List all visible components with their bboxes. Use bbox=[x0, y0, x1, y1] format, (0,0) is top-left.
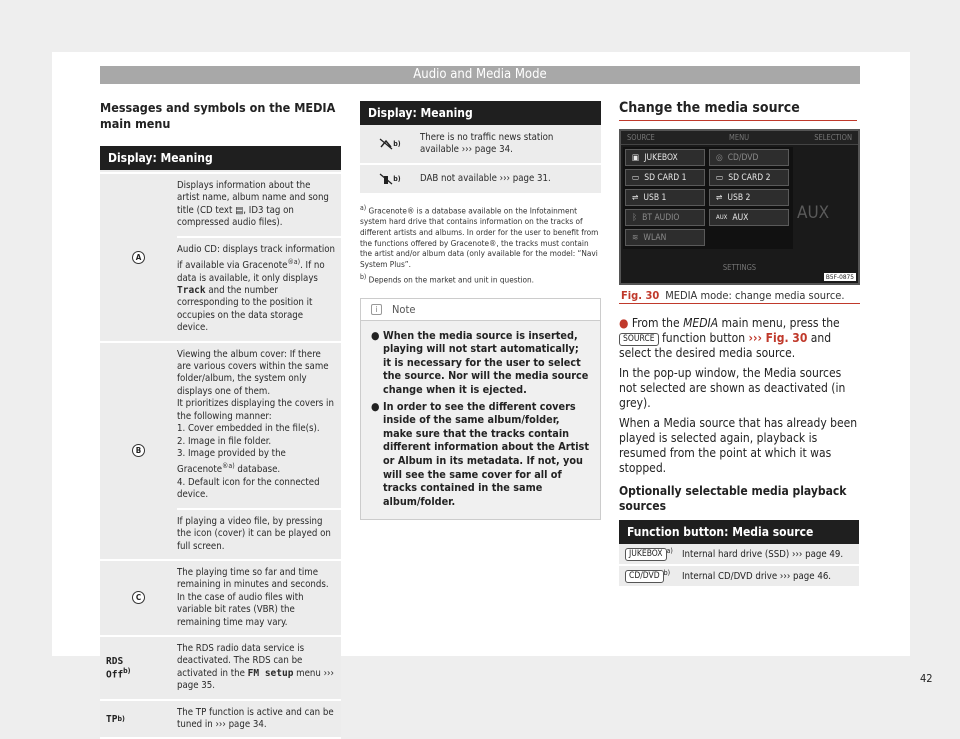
settings-label[interactable]: SETTINGS bbox=[722, 263, 757, 272]
tab-source: SOURCE bbox=[627, 133, 655, 142]
info-icon: i bbox=[371, 304, 382, 315]
sd-card-icon: ▭ bbox=[632, 172, 640, 183]
tab-selection: SELECTION bbox=[814, 133, 852, 142]
row-dab-text: DAB not available ››› page 31. bbox=[420, 173, 551, 184]
page-number: 42 bbox=[920, 672, 933, 685]
sources-table bbox=[619, 520, 859, 588]
section-title: Messages and symbols on the MEDIA main menu bbox=[100, 100, 336, 131]
table-row-rds: RDS Off$^{b)}$ The RDS radio data service is deactivated. The RDS can be activated in the FM setup menu ››› page 35. bbox=[100, 637, 341, 701]
right-column bbox=[619, 100, 859, 121]
instruction-text bbox=[619, 316, 859, 514]
marker-a: A bbox=[132, 251, 145, 264]
para-2: In the pop-up window, the Media sources not selected are shown as deactivated (in grey). bbox=[619, 366, 846, 410]
source-usb1-button[interactable]: ⇌ USB 1 bbox=[625, 189, 705, 206]
jukebox-icon: ▣ bbox=[632, 152, 640, 163]
note-bullet-2: ● In order to see the different covers inside of the same album/folder, make sure that the tracks contain different information about the Artist or Album in its metadata. If not, you will see the same cover for all of tracks contained in the same album/folder. bbox=[371, 399, 589, 508]
source-bt-button[interactable]: ᛒ BT AUDIO bbox=[625, 209, 705, 226]
rds-label: RDS bbox=[106, 655, 124, 667]
sources-row-jukebox: JUKEBOX $^{a)}$ Internal hard drive (SSD) ››› page 49. bbox=[619, 544, 859, 566]
dab-off-icon bbox=[379, 173, 393, 185]
source-key: SOURCE bbox=[619, 333, 659, 346]
step-1: ● From the MEDIA main menu, press the SOURCE function button ››› Fig. 30 and select the desired media source. bbox=[619, 316, 840, 360]
source-cddvd-button[interactable]: ◎ CD/DVD bbox=[709, 149, 789, 166]
table-header-2: Display: Meaning bbox=[360, 101, 601, 125]
traffic-off-icon bbox=[379, 138, 393, 150]
table-header: Display: Meaning bbox=[100, 146, 341, 170]
wifi-icon: ≋ bbox=[632, 232, 639, 243]
page-header: Audio and Media Mode bbox=[100, 66, 860, 84]
source-aux-button[interactable]: AUX AUX bbox=[709, 209, 789, 226]
image-code: B5F-0875 bbox=[825, 273, 854, 281]
sd-card-icon: ▭ bbox=[716, 172, 724, 183]
source-sd2-button[interactable]: ▭ SD CARD 2 bbox=[709, 169, 789, 186]
figure-caption: Fig. 30 MEDIA mode: change media source. bbox=[621, 289, 845, 302]
infotainment-screen bbox=[619, 129, 860, 285]
sources-row-cddvd: CD/DVD $^{b)}$ Internal CD/DVD drive ››› page 46. bbox=[619, 566, 859, 588]
source-sd1-button[interactable]: ▭ SD CARD 1 bbox=[625, 169, 705, 186]
row-c-text: The playing time so far and time remaining in minutes and seconds. In the case of audio files with variable bit rates (VBR) the remaining time may vary. bbox=[177, 566, 329, 628]
aux-icon: AUX bbox=[716, 214, 728, 221]
row-tp-text: The TP function is active and can be tuned in ››› page 34. bbox=[177, 706, 334, 730]
table-row-dab: b) DAB not available ››› page 31. bbox=[360, 165, 601, 195]
tab-menu: MENU bbox=[729, 133, 750, 142]
sources-table-header: Function button: Media source bbox=[619, 520, 859, 544]
note-box bbox=[360, 298, 601, 521]
source-jukebox-button[interactable]: ▣ JUKEBOX bbox=[625, 149, 705, 166]
note-bullet-1: ● When the media source is inserted, playing will not start automatically; it is necessary for the user to select the source. Nor will the media source change when it is ejected. bbox=[371, 328, 589, 396]
section-title-change: Change the media source bbox=[619, 100, 857, 121]
rds-off-label: Off bbox=[106, 669, 124, 681]
footnote-a: $^{a)}$ Gracenote® is a database available on the Infotainment system hard drive that contains information on the tracks of different artists and albums. In order for the user to benefit from the functions offered by Gracenote®, the tracks must contain the artist and/or album data (only available for the model: “Navi System Plus”. bbox=[360, 204, 599, 269]
tp-label: TP bbox=[106, 713, 118, 725]
source-wlan-button[interactable]: ≋ WLAN bbox=[625, 229, 705, 246]
table-row-tp: TP b) The TP function is active and can be tuned in ››› page 34. bbox=[100, 701, 341, 739]
fig-link[interactable]: ››› Fig. 30 bbox=[748, 331, 808, 345]
middle-column bbox=[360, 101, 601, 520]
left-column bbox=[100, 100, 341, 739]
table-row-a bbox=[100, 174, 341, 343]
row-a-text1: Displays information about the artist name, album name and song title (CD text ▤, ID3 tag on compressed audio files). bbox=[177, 174, 341, 238]
table-row-traffic: b) There is no traffic news station available ››› page 34. bbox=[360, 125, 601, 165]
subsection-title: Optionally selectable media playback sources bbox=[619, 484, 847, 513]
marker-c: C bbox=[132, 591, 145, 604]
row-b-video: If playing a video file, by pressing the icon (cover) it can be played on full screen. bbox=[177, 515, 331, 552]
marker-b: B bbox=[132, 444, 145, 457]
disc-icon: ◎ bbox=[716, 152, 723, 163]
usb-icon: ⇌ bbox=[716, 192, 723, 203]
note-title: Note bbox=[392, 302, 416, 316]
aux-large-label: AUX bbox=[797, 203, 830, 223]
row-b-text: Viewing the album cover: If there are various covers within the same folder/album, the system only displays one of them. It prioritizes displaying the covers in the following manner: 1. Cover embedded in the file(s). 2. Image in file folder. 3. Image provided by the Gracenote$^{®a)}$ database. 4. Default icon for the connected device. bbox=[177, 343, 341, 510]
bluetooth-icon: ᛒ bbox=[632, 212, 638, 223]
row-a-text2: Audio CD: displays track information if available via Gracenote$^{®a)}$. If no data is available, it only displays Track and the number corresponding to the position it occupies on the data storage device. bbox=[177, 243, 335, 334]
table-row-c bbox=[100, 561, 341, 637]
caption-rule bbox=[619, 303, 860, 304]
table-row-b bbox=[100, 343, 341, 561]
usb-icon: ⇌ bbox=[632, 192, 639, 203]
footnote-b: $^{b)}$ Depends on the market and unit in question. bbox=[360, 273, 535, 286]
source-usb2-button[interactable]: ⇌ USB 2 bbox=[709, 189, 789, 206]
row-traffic-text: There is no traffic news station available ››› page 34. bbox=[420, 132, 554, 156]
para-3: When a Media source that has already been played is selected again, playback is resumed from the point at which it was stopped. bbox=[619, 416, 858, 475]
row-rds-text: The RDS radio data service is deactivated. The RDS can be activated in the FM setup menu ››› page 35. bbox=[177, 642, 334, 692]
